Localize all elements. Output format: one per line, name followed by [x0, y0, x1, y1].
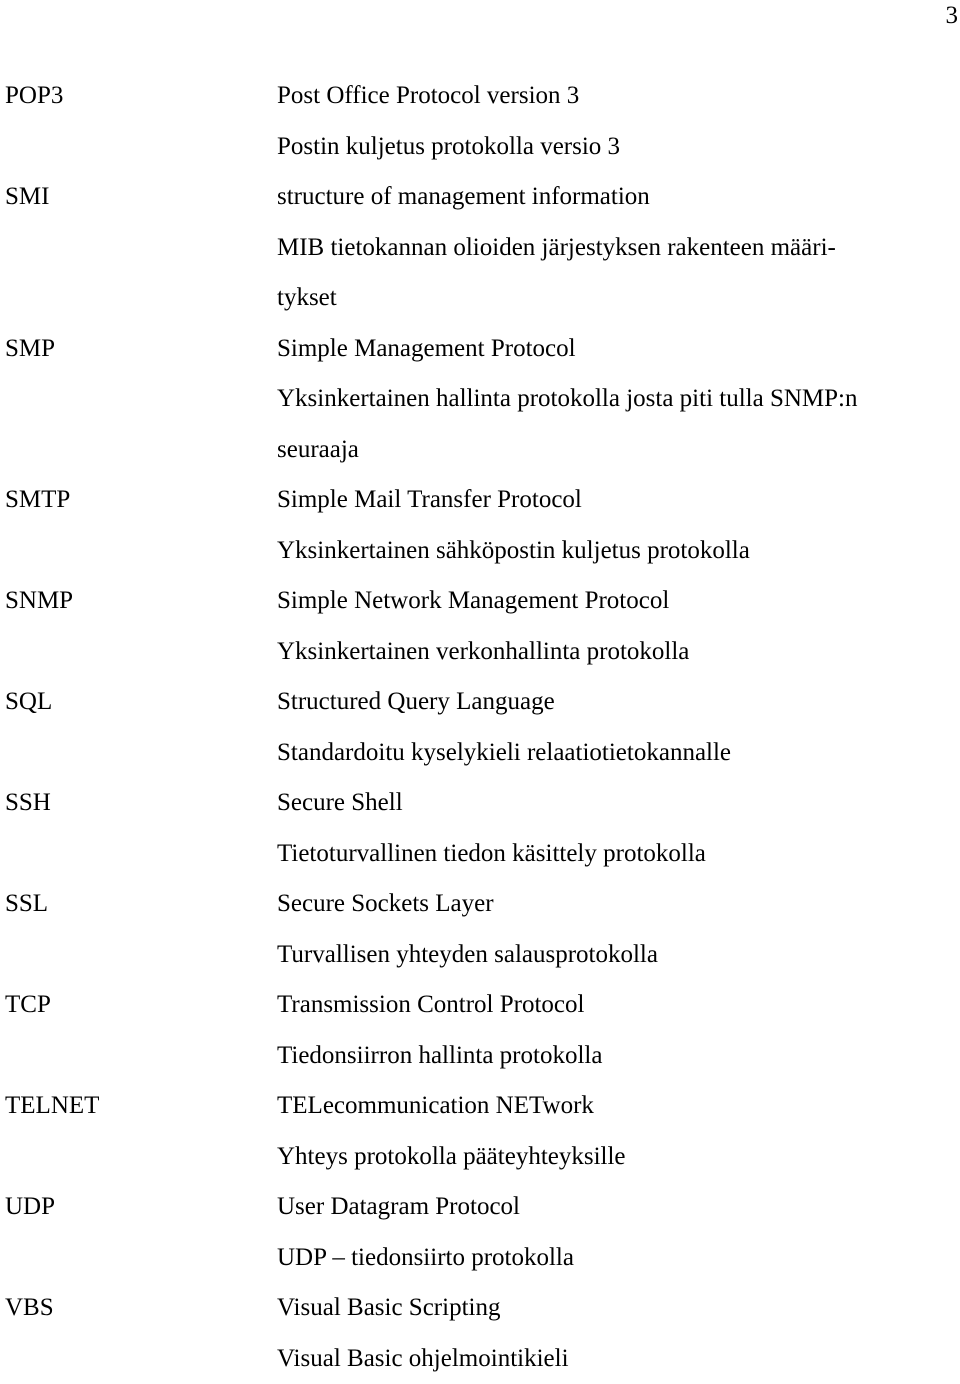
abbreviation-term: SQL	[5, 677, 277, 728]
definition-line: Secure Sockets Layer	[277, 879, 955, 930]
glossary-entry	[5, 1081, 955, 1182]
abbreviation-term: SMI	[5, 172, 277, 223]
abbreviation-term: SSH	[5, 778, 277, 829]
abbreviation-definitions	[277, 879, 955, 980]
definition-line: Tietoturvallinen tiedon käsittely protokolla	[277, 829, 955, 880]
definition-line: Simple Management Protocol	[277, 324, 955, 375]
definition-line: Post Office Protocol version 3	[277, 71, 955, 122]
definition-line: UDP – tiedonsiirto protokolla	[277, 1233, 955, 1284]
definition-line: Tiedonsiirron hallinta protokolla	[277, 1031, 955, 1082]
glossary-entry	[5, 1182, 955, 1283]
definition-line: Turvallisen yhteyden salausprotokolla	[277, 930, 955, 981]
abbreviation-term: TELNET	[5, 1081, 277, 1132]
definition-line: Simple Network Management Protocol	[277, 576, 955, 627]
abbreviation-definitions	[277, 1182, 955, 1283]
abbreviation-term: SMP	[5, 324, 277, 375]
definition-line: Yksinkertainen hallinta protokolla josta piti tulla SNMP:n	[277, 374, 955, 425]
abbreviation-term: POP3	[5, 71, 277, 122]
definition-line: structure of management information	[277, 172, 955, 223]
abbreviation-definitions	[277, 172, 955, 324]
glossary-entry	[5, 475, 955, 576]
abbreviation-definitions	[277, 677, 955, 778]
definition-line: Yhteys protokolla pääteyhteyksille	[277, 1132, 955, 1183]
abbreviation-definitions	[277, 1283, 955, 1384]
abbreviation-definitions	[277, 475, 955, 576]
abbreviation-definitions	[277, 576, 955, 677]
glossary-entry	[5, 324, 955, 476]
definition-line: User Datagram Protocol	[277, 1182, 955, 1233]
abbreviation-definitions	[277, 71, 955, 172]
definition-line: seuraaja	[277, 425, 955, 476]
definition-line: Standardoitu kyselykieli relaatiotietokannalle	[277, 728, 955, 779]
abbreviation-definitions	[277, 1081, 955, 1182]
abbreviation-term: SNMP	[5, 576, 277, 627]
definition-line: Yksinkertainen verkonhallinta protokolla	[277, 627, 955, 678]
definition-line: tykset	[277, 273, 955, 324]
glossary-entry	[5, 576, 955, 677]
definition-line: TELecommunication NETwork	[277, 1081, 955, 1132]
definition-line: Transmission Control Protocol	[277, 980, 955, 1031]
definition-line: Secure Shell	[277, 778, 955, 829]
glossary-entry	[5, 1283, 955, 1384]
definition-line: Visual Basic Scripting	[277, 1283, 955, 1334]
abbreviation-term: SSL	[5, 879, 277, 930]
definition-line: Structured Query Language	[277, 677, 955, 728]
abbreviation-glossary	[5, 71, 955, 1384]
glossary-entry	[5, 172, 955, 324]
abbreviation-definitions	[277, 324, 955, 476]
glossary-entry	[5, 879, 955, 980]
definition-line: Yksinkertainen sähköpostin kuljetus protokolla	[277, 526, 955, 577]
definition-line: Visual Basic ohjelmointikieli	[277, 1334, 955, 1384]
page-number: 3	[946, 0, 959, 32]
glossary-entry	[5, 980, 955, 1081]
abbreviation-term: SMTP	[5, 475, 277, 526]
glossary-entry	[5, 778, 955, 879]
glossary-entry	[5, 677, 955, 778]
definition-line: Postin kuljetus protokolla versio 3	[277, 122, 955, 173]
abbreviation-term: TCP	[5, 980, 277, 1031]
definition-line: Simple Mail Transfer Protocol	[277, 475, 955, 526]
definition-line: MIB tietokannan olioiden järjestyksen rakenteen määri-	[277, 223, 955, 274]
abbreviation-term: UDP	[5, 1182, 277, 1233]
glossary-entry	[5, 71, 955, 172]
abbreviation-definitions	[277, 980, 955, 1081]
abbreviation-definitions	[277, 778, 955, 879]
abbreviation-term: VBS	[5, 1283, 277, 1334]
